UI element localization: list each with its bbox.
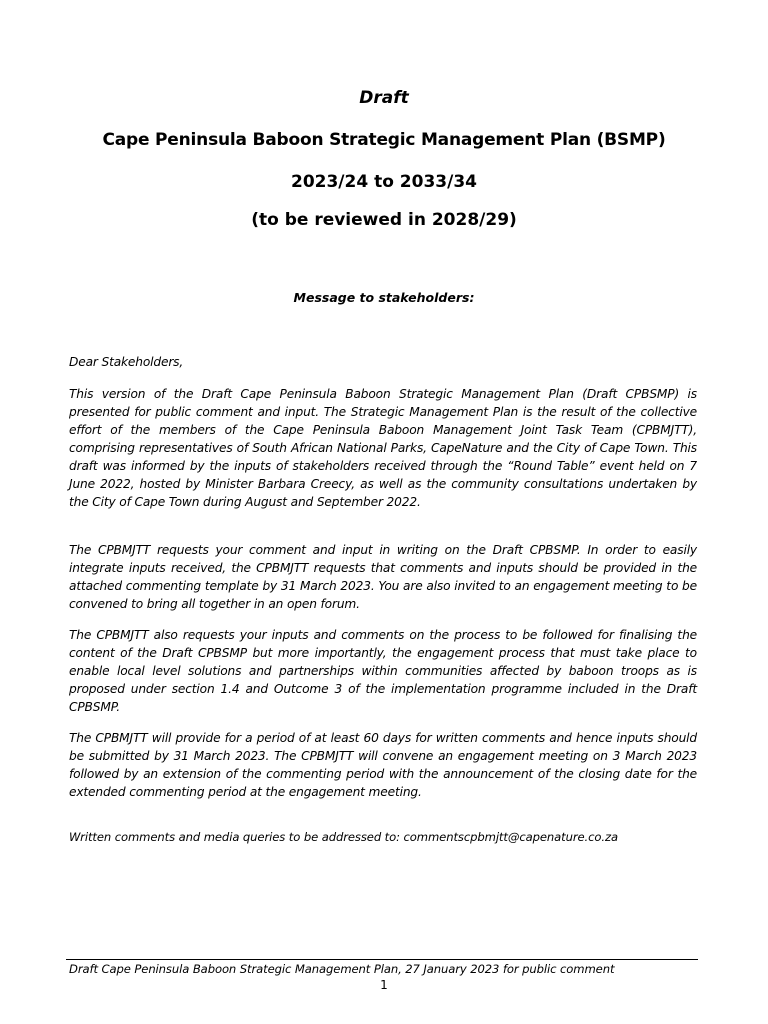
paragraph-4: The CPBMJTT will provide for a period of at least 60 days for written comments and hence inputs should be submitted by 31 March 2023. The CPBMJTT will convene an engagement meeting on 3 March 2023 followed by an extension of the commenting period with the announcement of the closing date for the extended commenting period at the engagement meeting.: [69, 731, 697, 799]
paragraph-3: The CPBMJTT also requests your inputs and comments on the process to be followed for finalising the content of the Draft CPBSMP but more importantly, the engagement process that must take place to enable local level solutions and partnerships within communities affected by baboon troops as is proposed under section 1.4 and Outcome 3 of the implementation programme included in the Draft CPBSMP.: [69, 628, 697, 714]
salutation: Dear Stakeholders,: [69, 355, 184, 369]
contact-line: Written comments and media queries to be addressed to: commentscpbmjtt@capenature.co.za: [69, 830, 618, 844]
message-heading: Message to stakeholders:: [293, 290, 475, 305]
paragraph-1: This version of the Draft Cape Peninsula Baboon Strategic Management Plan (Draft CPBSMP) is presented for public comment and input. The Strategic Management Plan is the result of the collective effort of the members of the Cape Peninsula Baboon Management Joint Task Team (CPBMJTT), comprising representatives of South African National Parks, CapeNature and the City of Cape Town. This draft was informed by the inputs of stakeholders received through the “Round Table” event held on 7 June 2022, hosted by Minister Barbara Creecy, as well as the community consultations undertaken by the City of Cape Town during August and September 2022.: [69, 387, 697, 509]
plan-period: 2023/24 to 2033/34: [290, 172, 477, 192]
review-note: (to be reviewed in 2028/29): [251, 210, 517, 230]
paragraph-2: The CPBMJTT requests your comment and input in writing on the Draft CPBSMP. In order to easily integrate inputs received, the CPBMJTT requests that comments and inputs should be provided in the attached commenting template by 31 March 2023. You are also invited to an engagement meeting to be convened to bring all together in an open forum.: [69, 543, 697, 611]
page-number: 1: [380, 978, 388, 992]
document-title: Cape Peninsula Baboon Strategic Management Plan (BSMP): [102, 130, 666, 150]
footer-text: Draft Cape Peninsula Baboon Strategic Management Plan, 27 January 2023 for public comment: [69, 962, 615, 976]
draft-label: Draft: [359, 88, 409, 108]
footer-divider: [66, 959, 698, 960]
